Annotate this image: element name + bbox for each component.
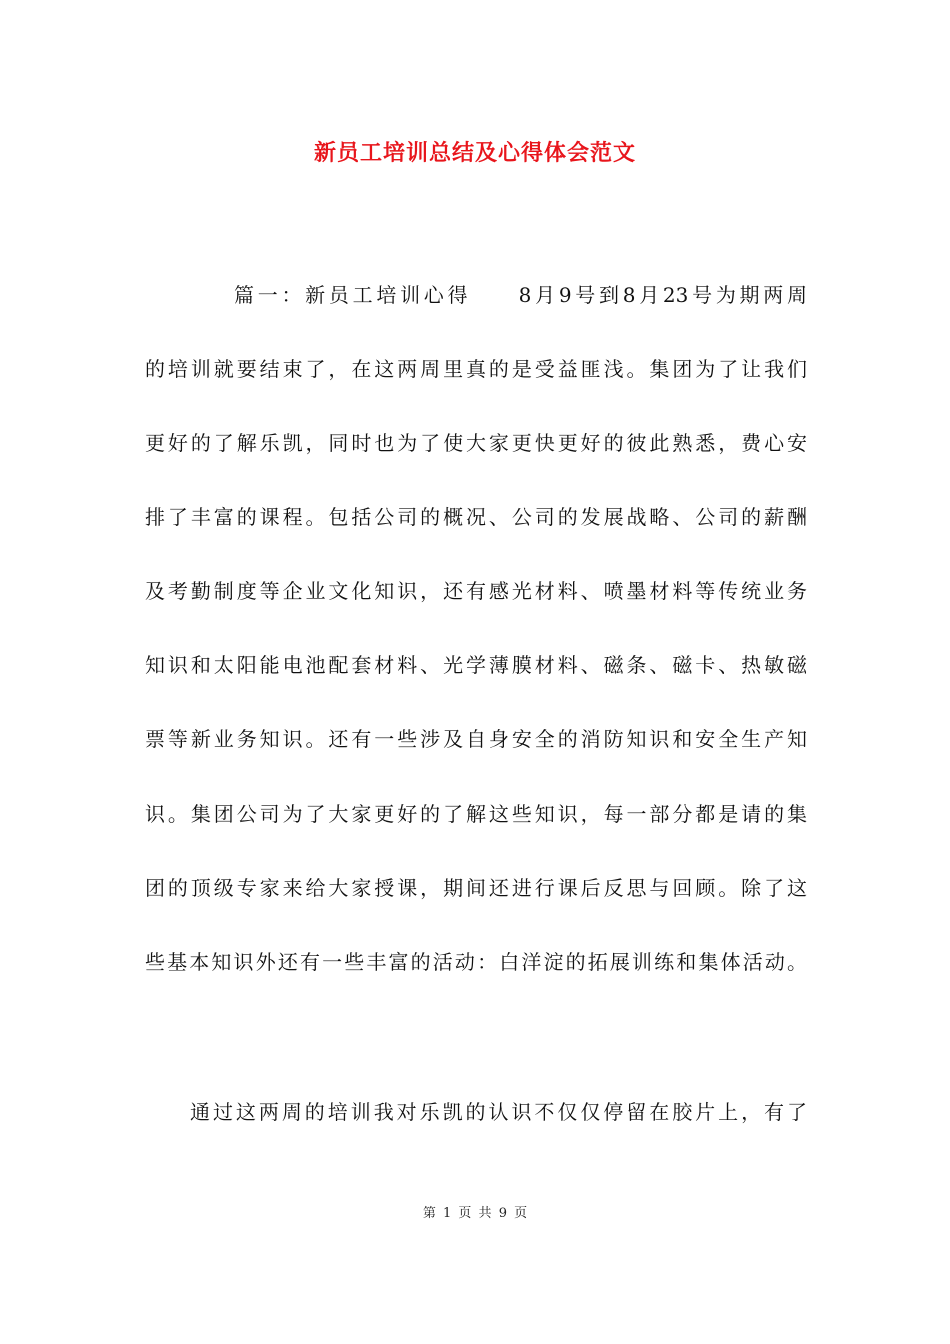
paragraph-1-line-9: 团的顶级专家来给大家授课，期间还进行课后反思与回顾。除了这 [145, 876, 807, 900]
page-footer: 第 1 页 共 9 页 [422, 1206, 528, 1221]
paragraph-1-line-6: 知识和太阳能电池配套材料、光学薄膜材料、磁条、磁卡、热敏磁 [145, 653, 807, 677]
paragraph-1-line-2: 的培训就要结束了，在这两周里真的是受益匪浅。集团为了让我们 [145, 357, 807, 381]
paragraph-1-line-7: 票等新业务知识。还有一些涉及自身安全的消防知识和安全生产知 [145, 727, 807, 751]
paragraph-1-line-1: 篇一：新员工培训心得 8月9号到8月23号为期两周 [234, 283, 807, 307]
page-title: 新员工培训总结及心得体会范文 [313, 140, 636, 166]
paragraph-1-line-10: 些基本知识外还有一些丰富的活动：白洋淀的拓展训练和集体活动。 [145, 950, 807, 974]
paragraph-1-line-5: 及考勤制度等企业文化知识，还有感光材料、喷墨材料等传统业务 [145, 579, 807, 603]
paragraph-2-line-1: 通过这两周的培训我对乐凯的认识不仅仅停留在胶片上，有了 [190, 1100, 807, 1124]
paragraph-1-line-8: 识。集团公司为了大家更好的了解这些知识，每一部分都是请的集 [145, 802, 807, 826]
paragraph-1-line-3: 更好的了解乐凯，同时也为了使大家更快更好的彼此熟悉，费心安 [145, 431, 807, 455]
paragraph-1-line-4: 排了丰富的课程。包括公司的概况、公司的发展战略、公司的薪酬 [145, 505, 807, 529]
